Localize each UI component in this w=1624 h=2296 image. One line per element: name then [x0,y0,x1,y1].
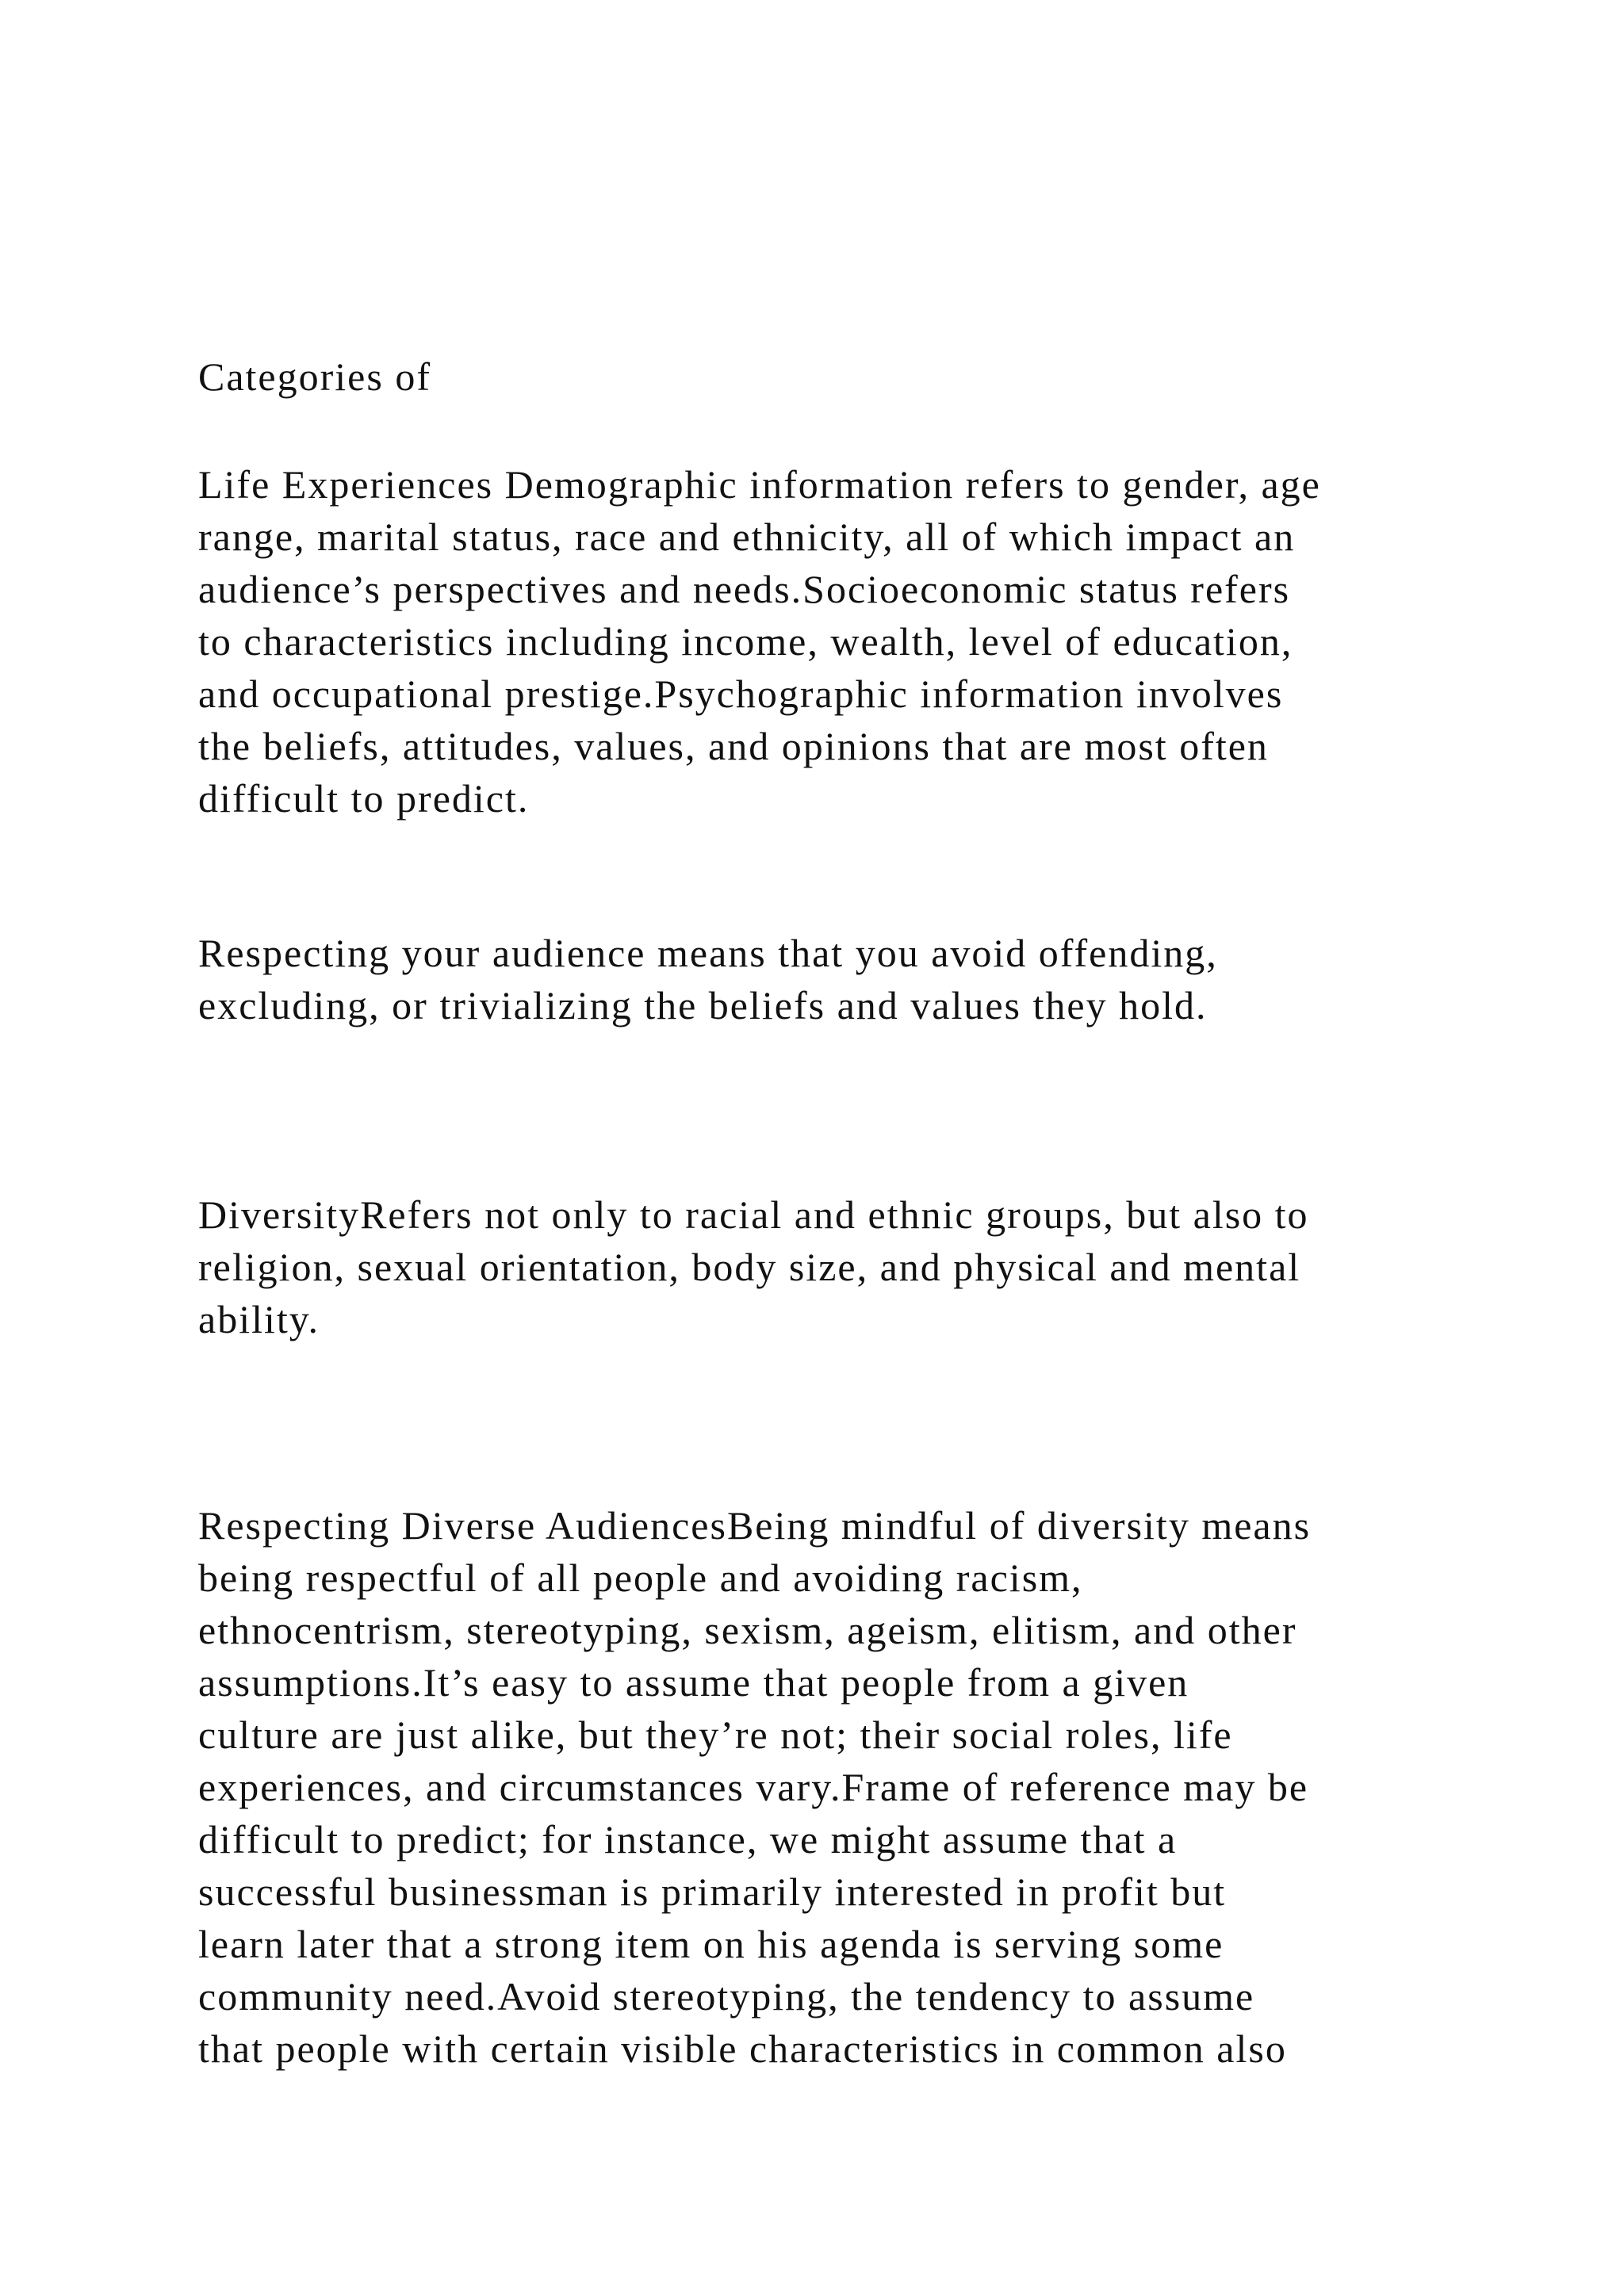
paragraph-diversity: DiversityRefers not only to racial and ethnic groups, but also to religion, sexual orientation, body size, and physical and mental ability. [198,1192,1309,1341]
heading-categories: Categories of [198,354,431,399]
paragraph-life-experiences: Life Experiences Demographic information refers to gender, age range, marital status, race and ethnicity, all of which impact an audience’s perspectives and needs.Socioeconomic status refers to characteristics including income, wealth, level of education, and occupational prestige.Psychographic information involves the beliefs, attitudes, values, and opinions that are most often difficult to predict. [198,462,1321,821]
paragraph-respecting-audience: Respecting your audience means that you avoid offending, excluding, or trivializing the beliefs and values they hold. [198,931,1218,1027]
paragraph-respecting-diverse-audiences: Respecting Diverse AudiencesBeing mindful of diversity means being respectful of all people and avoiding racism, ethnocentrism, stereotyping, sexism, ageism, elitism, and other assumptions.It’s easy to assume that people from a given culture are just alike, but they’re not; their social roles, life experiences, and circumstances vary.Frame of reference may be difficult to predict; for instance, we might assume that a successful businessman is primarily interested in profit but learn later that a strong item on his agenda is serving some community need.Avoid stereotyping, the tendency to assume that people with certain visible characteristics in common also [198,1503,1312,2071]
